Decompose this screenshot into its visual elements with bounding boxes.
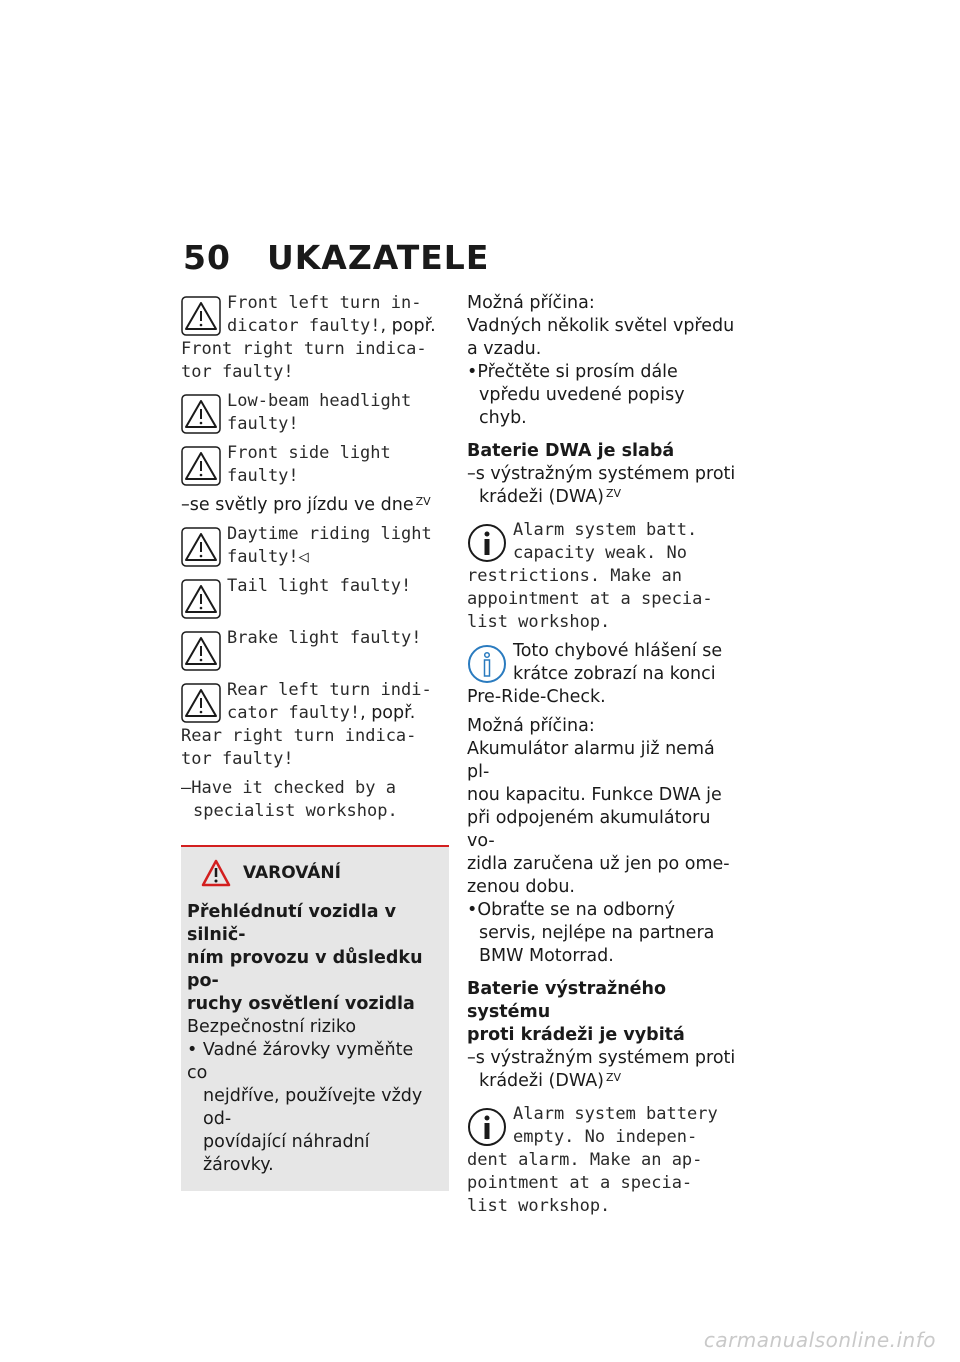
tip-read-above: •Přečtěte si prosím dále vpředu uvedené popisy chyb. (467, 362, 685, 428)
info-icon (467, 523, 507, 563)
watermark: carmanualsonline.info (703, 1328, 936, 1352)
warning-triangle-icon (181, 446, 221, 486)
message-front-turn-indicator: Front left turn in- dicator faulty!, popř. Front right turn indica- tor faulty! (181, 293, 436, 382)
warning-box (181, 845, 449, 1191)
message-rear-turn-indicator: Rear left turn indi- cator faulty!, popř. Rear right turn indica- tor faulty! (181, 680, 432, 769)
warning-risk: Bezpečnostní riziko (187, 1017, 357, 1037)
page-header (183, 238, 489, 277)
warning-triangle-icon (201, 859, 231, 887)
warning-triangle-icon (181, 296, 221, 336)
section-dwa-weak: Baterie DWA je slabá (467, 441, 675, 461)
warning-title: VAROVÁNÍ (243, 863, 341, 883)
info-icon (467, 1107, 507, 1147)
page-number: 50 (183, 238, 231, 277)
tip-contact-service: •Obraťte se na odborný servis, nejlépe na partnera BMW Motorrad. (467, 900, 715, 966)
dwa-condition-2: –s výstražným systémem proti krádeži (DWA) $^{ZV}$ (467, 1048, 736, 1091)
right-column (467, 292, 737, 1224)
section-dwa-empty: Baterie výstražného systému proti krádeži je vybitá (467, 979, 685, 1045)
warning-triangle-icon (181, 683, 221, 723)
dwa-condition-1: –s výstražným systémem proti krádeži (DWA) $^{ZV}$ (467, 464, 736, 507)
warning-instruction: • Vadné žárovky vyměňte co nejdříve, používejte vždy od- povídající náhradní žárovky. (187, 1040, 423, 1175)
message-low-beam: Low-beam headlight faulty! (181, 390, 449, 436)
daytime-light-condition: –se světly pro jízdu ve dne $^{ZV}$ (181, 495, 431, 515)
message-alarm-battery-empty: Alarm system battery empty. No indepen- dent alarm. Make an ap- pointment at a specia- list workshop. (467, 1104, 718, 1216)
warning-header (187, 859, 439, 887)
warning-heading: Přehlédnutí vozidla v silnič- ním provozu v důsledku po- ruchy osvětlení vozidla (187, 902, 423, 1014)
workshop-instruction: –Have it checked by a specialist workshop. (181, 778, 398, 821)
possible-cause-1: Možná příčina: Vadných několik světel vpředu a vzadu. (467, 293, 735, 359)
message-daytime-riding-light: Daytime riding light faulty!◁ (181, 523, 449, 569)
message-alarm-batt-weak: Alarm system batt. capacity weak. No restrictions. Make an appointment at a specia- list workshop. (467, 520, 713, 632)
message-brake-light: Brake light faulty! (181, 627, 449, 673)
warning-triangle-icon (181, 631, 221, 671)
message-tail-light: Tail light faulty! (181, 575, 449, 621)
note-pre-ride-check: Toto chybové hlášení se krátce zobrazí na konci Pre-Ride-Check. (467, 641, 723, 707)
message-front-side-light: Front side light faulty! (181, 442, 449, 488)
left-column (181, 292, 449, 1191)
warning-triangle-icon (181, 579, 221, 619)
possible-cause-2: Možná příčina: Akumulátor alarmu již nemá pl- nou kapacitu. Funkce DWA je při odpojeném akumulátoru vo- zidla zaručena už jen po ome- zenou dobu. (467, 716, 730, 897)
warning-triangle-icon (181, 527, 221, 567)
warning-triangle-icon (181, 394, 221, 434)
info-outline-icon (467, 644, 507, 684)
page-title: UKAZATELE (266, 238, 490, 277)
